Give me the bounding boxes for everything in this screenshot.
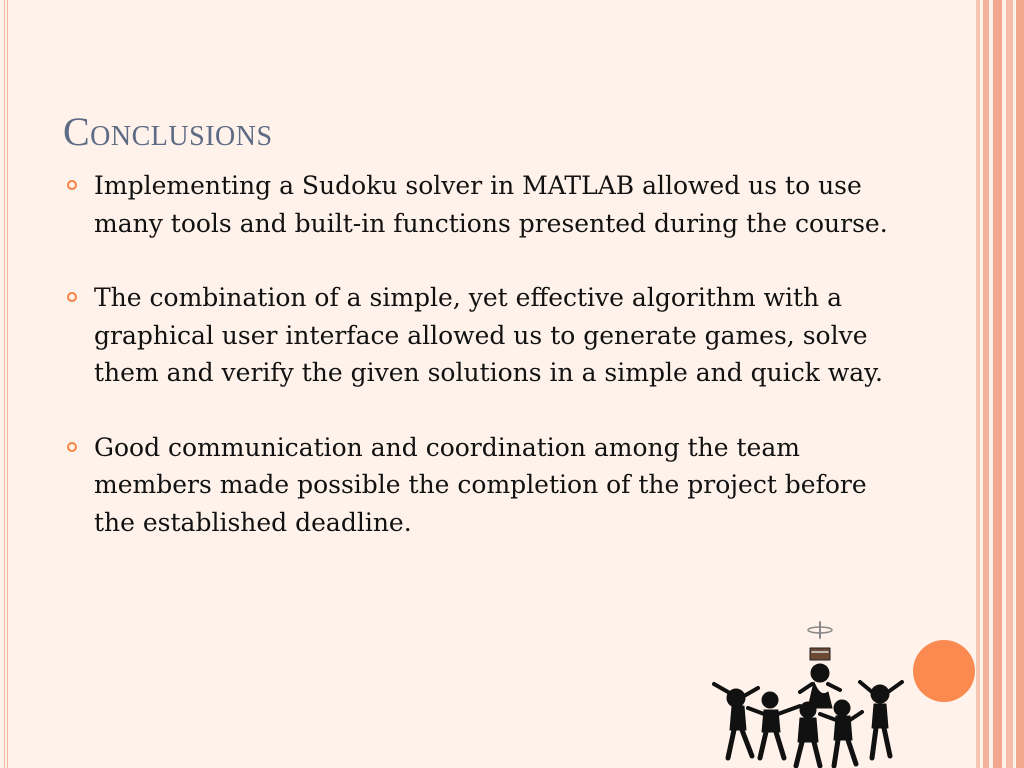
- bullet-text: Implementing a Sudoku solver in MATLAB allowed us to use many tools and built-in functions presented during the course.: [94, 171, 888, 238]
- slide-title: Conclusions: [63, 109, 273, 154]
- bullet-item: [66, 279, 896, 392]
- left-frame-line: [4, 0, 8, 768]
- stripe: [993, 0, 1002, 768]
- bullet-list: [66, 167, 896, 541]
- bullet-text: The combination of a simple, yet effective algorithm with a graphical user interface allowed us to generate games, solve them and verify the given solutions in a simple and quick way.: [94, 283, 883, 387]
- orange-circle-decoration: [913, 640, 975, 702]
- bullet-text: Good communication and coordination among the team members made possible the completion of the project before the established deadline.: [94, 432, 867, 537]
- team-cheering-illustration: [708, 618, 908, 768]
- bullet-item: [66, 167, 896, 242]
- bullet-item: [66, 429, 896, 542]
- right-decorative-stripes: [976, 0, 1024, 768]
- stripe: [983, 0, 989, 768]
- bullet-circle-icon: [67, 292, 77, 302]
- bullet-circle-icon: [67, 180, 77, 190]
- stripe: [1016, 0, 1024, 768]
- stripe: [1006, 0, 1013, 768]
- bullet-circle-icon: [67, 442, 77, 452]
- stripe: [976, 0, 980, 768]
